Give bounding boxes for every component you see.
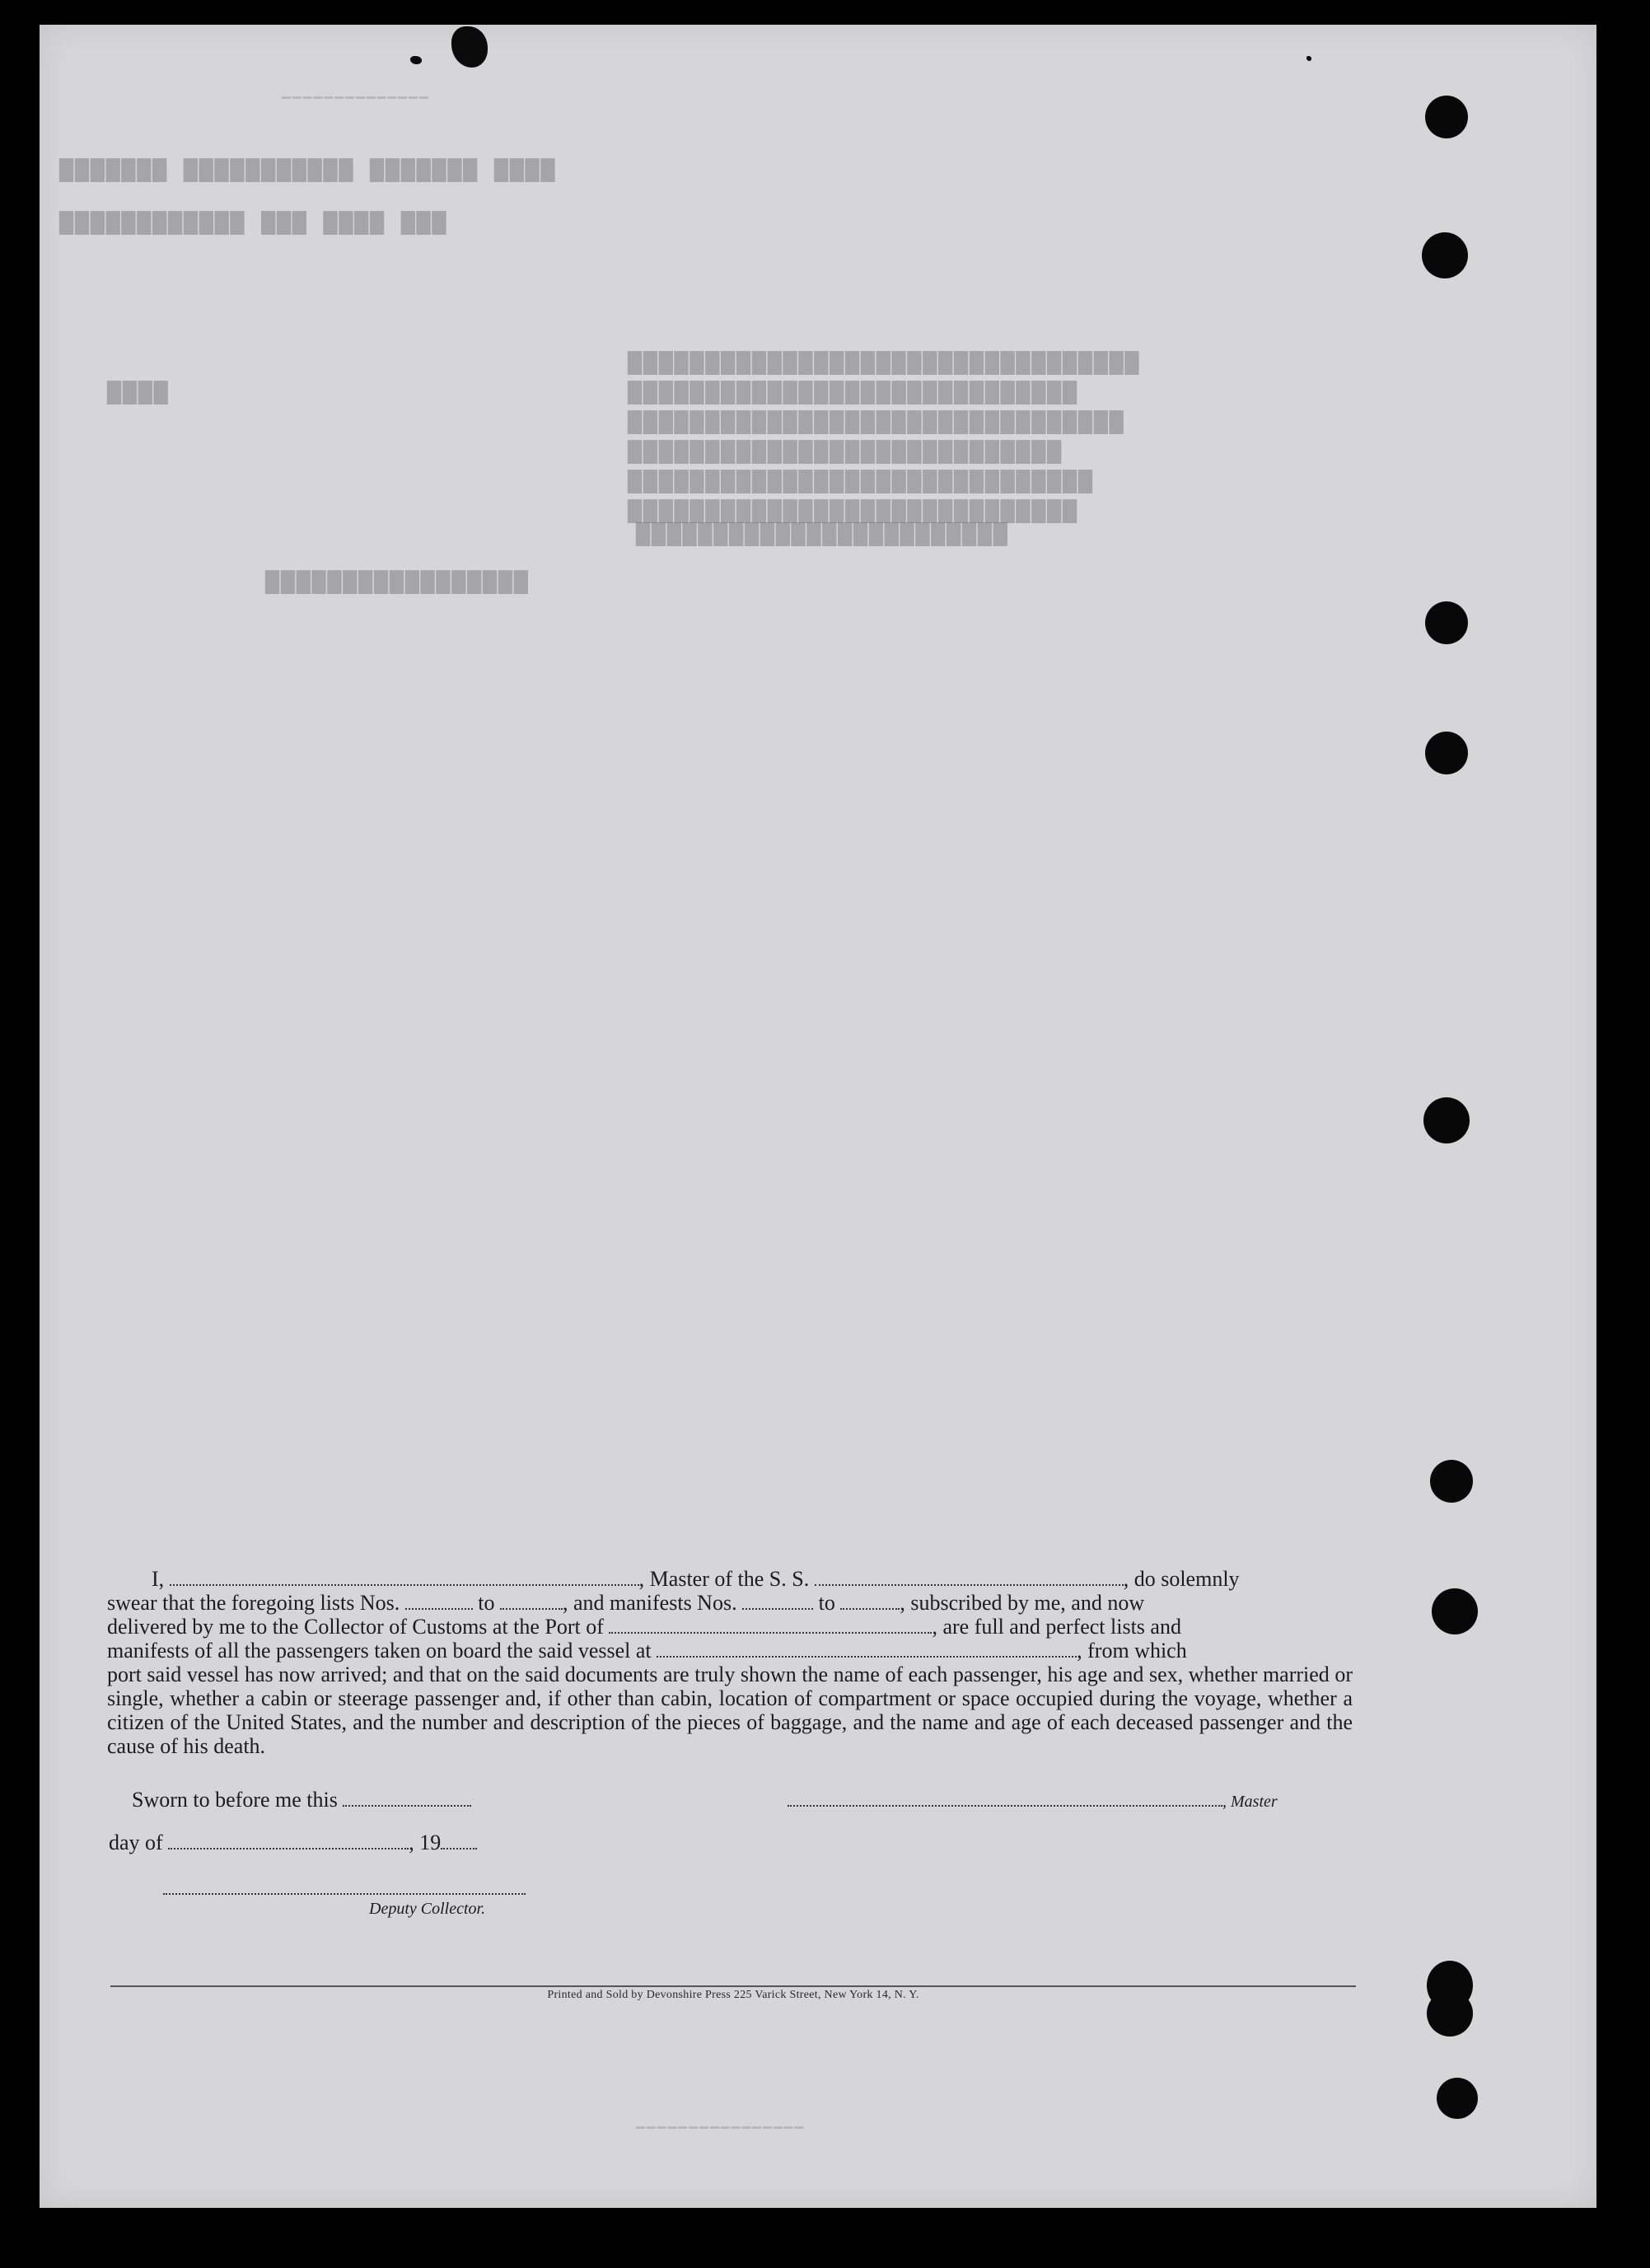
- punch-hole: [1437, 2078, 1478, 2119]
- oath-line-4-start: manifests of all the passengers taken on board the said vessel at: [107, 1639, 652, 1662]
- sworn-label: Sworn to before me this: [132, 1788, 338, 1812]
- bleed-through-signature: ▔▔▔▔▔▔▔▔▔▔▔▔▔▔▔▔: [634, 2129, 804, 2145]
- master-signature-blank[interactable]: [788, 1790, 1222, 1807]
- manifests-from-blank[interactable]: [742, 1593, 813, 1610]
- sworn-date-blank[interactable]: [343, 1790, 471, 1807]
- oath-line-1: [107, 1567, 1353, 1591]
- bleed-through-line: ▇▇▇ ▇▇▇▇ ▇▇▇ ▇▇▇▇▇▇▇▇▇▇▇▇: [58, 211, 446, 236]
- master-signature-line: [788, 1788, 1278, 1812]
- oath-line-1-start: I,: [152, 1567, 165, 1591]
- ink-mark: [410, 56, 422, 64]
- bleed-through-line: ▇▇▇▇▇▇▇▇▇▇▇▇▇▇▇▇▇▇▇▇▇▇▇▇▇▇▇▇▇: [626, 381, 1077, 406]
- ship-name-blank[interactable]: [815, 1569, 1124, 1586]
- punch-hole: [1430, 1460, 1473, 1503]
- bleed-through-line: ▇▇▇▇▇▇▇▇▇▇▇▇▇▇▇▇▇: [264, 570, 528, 596]
- oath-line-2: [107, 1591, 1353, 1615]
- year-prefix: , 19: [409, 1831, 442, 1854]
- punch-hole: [1432, 1588, 1478, 1634]
- bleed-through-line: ▇▇▇▇▇▇▇▇▇▇▇▇▇▇▇▇▇▇▇▇▇▇▇▇▇▇▇▇: [626, 440, 1062, 465]
- deputy-signature-line: [163, 1878, 526, 1919]
- bleed-through-line: ▇▇▇▇ ▇▇▇▇▇▇▇ ▇▇▇▇▇▇▇▇▇▇▇ ▇▇▇▇▇▇▇: [58, 158, 555, 184]
- master-oath: [107, 1567, 1353, 1758]
- bleed-through-line: ▇▇▇▇▇▇▇▇▇▇▇▇▇▇▇▇▇▇▇▇▇▇▇▇▇▇▇▇▇▇▇▇: [626, 410, 1124, 436]
- deputy-signature-blank[interactable]: [163, 1878, 526, 1895]
- month-blank[interactable]: [168, 1833, 409, 1849]
- bleed-through-line: ▇▇▇▇▇▇▇▇▇▇▇▇▇▇▇▇▇▇▇▇▇▇▇▇▇▇▇▇▇: [626, 499, 1077, 525]
- oath-to-label: to: [478, 1591, 495, 1615]
- printer-imprint: Printed and Sold by Devonshire Press 225 Varick Street, New York 14, N. Y.: [547, 1989, 919, 2001]
- oath-line-3: [107, 1615, 1353, 1639]
- lists-from-blank[interactable]: [405, 1593, 473, 1610]
- oath-line-3-start: delivered by me to the Collector of Customs at the Port of: [107, 1615, 604, 1639]
- day-of-label: day of: [109, 1831, 163, 1854]
- oath-line-2-start: swear that the foregoing lists Nos.: [107, 1591, 400, 1615]
- deputy-collector-label: Deputy Collector.: [369, 1900, 486, 1918]
- punch-hole: [1423, 1097, 1470, 1143]
- embark-port-blank[interactable]: [657, 1641, 1077, 1658]
- punch-hole: [1425, 601, 1468, 644]
- year-blank[interactable]: [441, 1833, 477, 1849]
- port-blank[interactable]: [609, 1617, 932, 1634]
- ink-mark: [1306, 56, 1311, 61]
- bleed-through-line: ▇▇▇▇▇▇▇▇▇▇▇▇▇▇▇▇▇▇▇▇▇▇▇▇▇▇▇▇▇▇▇▇▇: [626, 351, 1139, 376]
- bleed-through-line: ▇▇▇▇▇▇▇▇▇▇▇▇▇▇▇▇▇▇▇▇▇▇▇▇: [634, 522, 1007, 548]
- oath-line-4-end: , from which: [1077, 1639, 1187, 1662]
- punch-hole: [1425, 96, 1468, 138]
- punch-hole: [1422, 232, 1468, 278]
- oath-manifests-label: , and manifests Nos.: [563, 1591, 737, 1615]
- sworn-line: [132, 1788, 471, 1812]
- oath-line-3-end: , are full and perfect lists and: [932, 1615, 1181, 1639]
- day-of-line: [109, 1831, 477, 1855]
- oath-body: port said vessel has now arrived; and that on the said documents are truly shown the name of each passenger, his age and sex, whether married or single, whether a cabin or steerage passenger and, if other than cabin, location of compartment or space occupied during the voyage, whether a citizen of the United States, and the number and description of the pieces of baggage, and the name and age of each deceased passenger and the cause of his death.: [107, 1662, 1353, 1758]
- lists-to-blank[interactable]: [500, 1593, 563, 1610]
- oath-line-4: [107, 1639, 1353, 1662]
- oath-to-label-2: to: [818, 1591, 835, 1615]
- bleed-through-line: ▇▇▇▇: [105, 381, 168, 406]
- punch-hole: [1425, 732, 1468, 774]
- footer-rule: [110, 1985, 1356, 1987]
- bleed-through-header: ▔▔▔▔▔▔▔▔▔▔▔▔▔▔: [280, 99, 428, 115]
- oath-line-1-middle: , Master of the S. S.: [638, 1567, 810, 1591]
- master-name-blank[interactable]: [170, 1569, 639, 1586]
- bleed-through-line: ▇▇▇▇▇▇▇▇▇▇▇▇▇▇▇▇▇▇▇▇▇▇▇▇▇▇▇▇▇▇: [626, 470, 1092, 495]
- oath-line-2-end: , subscribed by me, and now: [900, 1591, 1145, 1615]
- manifests-to-blank[interactable]: [840, 1593, 900, 1610]
- master-label: , Master: [1222, 1793, 1278, 1811]
- oath-line-1-end: , do solemnly: [1123, 1567, 1240, 1591]
